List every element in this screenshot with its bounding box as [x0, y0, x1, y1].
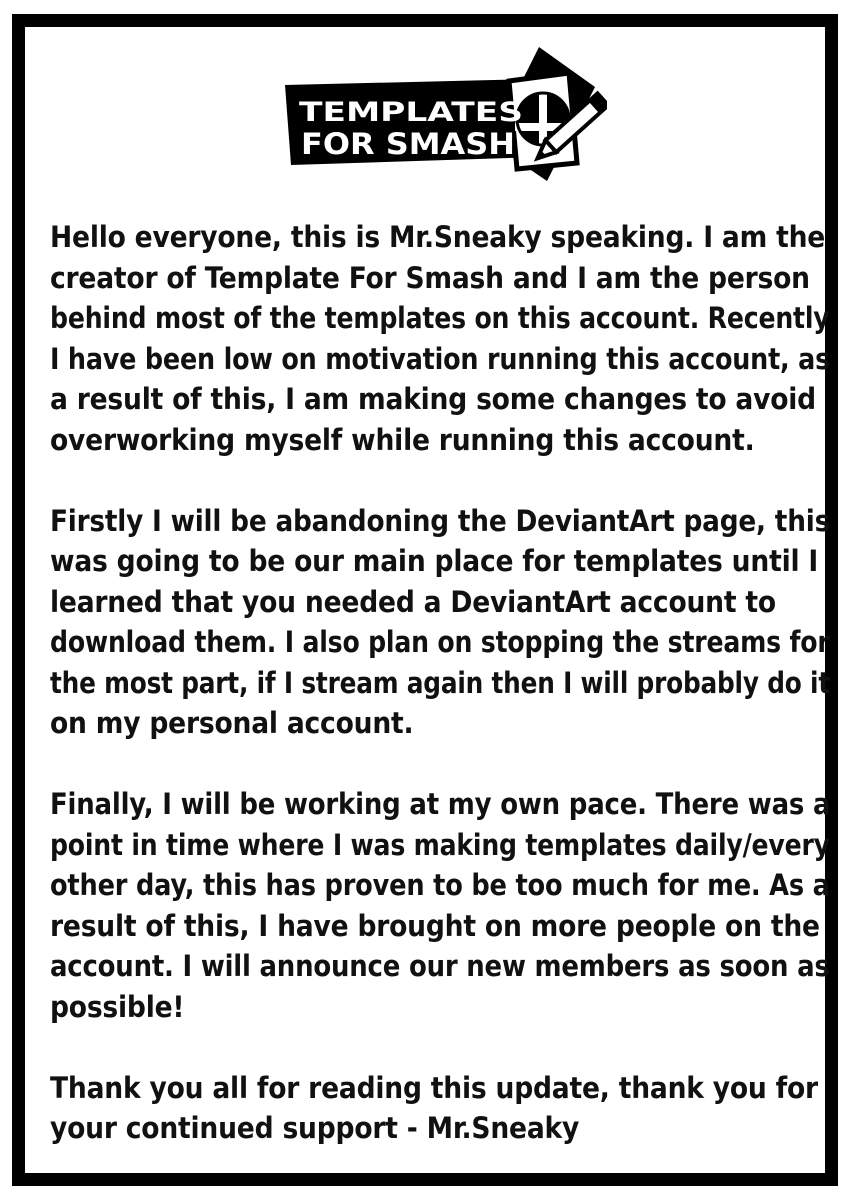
text-line: other day, this has proven to be too much for me. As a	[50, 868, 830, 902]
logo-text-line2: FOR SMASH	[301, 127, 515, 161]
text-line: account. I will announce our new members as soon as	[50, 949, 830, 983]
logo-text-line1: TEMPLATES	[299, 97, 523, 128]
page-frame	[12, 14, 838, 1186]
paragraph-intro	[50, 217, 830, 460]
text-line: Firstly I will be abandoning the DeviantArt page, this	[50, 503, 831, 538]
text-line: possible!	[50, 989, 185, 1024]
paragraph-finally	[50, 784, 830, 1027]
text-line: result of this, I have brought on more people on the	[50, 908, 820, 943]
text-line: overworking myself while running this account.	[50, 422, 755, 457]
text-line: Thank you all for reading this update, thank you for	[50, 1070, 818, 1105]
text-line: creator of Template For Smash and I am the person	[50, 260, 810, 295]
text-line: the most part, if I stream again then I will probably do it	[50, 665, 830, 700]
text-line: Finally, I will be working at my own pace. There was a	[50, 787, 831, 821]
paragraph-thanks	[50, 1068, 830, 1149]
text-line: behind most of the templates on this account. Recently	[50, 301, 830, 335]
text-line: I have been low on motivation running this account, as	[50, 341, 831, 376]
text-line: was going to be our main place for templates until I	[50, 544, 819, 578]
text-line: on my personal account.	[50, 706, 414, 740]
text-line: your continued support - Mr.Sneaky	[50, 1111, 580, 1145]
text-line: download them. I also plan on stopping the streams for	[50, 625, 830, 659]
templates-for-smash-logo	[277, 47, 607, 197]
text-line: Hello everyone, this is Mr.Sneaky speaking. I am the	[50, 220, 826, 254]
logo-graphic	[277, 47, 607, 197]
text-line: learned that you needed a DeviantArt account to	[50, 584, 776, 619]
text-line: point in time where I was making templates daily/every	[50, 827, 830, 862]
text-line: a result of this, I am making some changes to avoid	[50, 382, 816, 416]
paragraph-firstly	[50, 501, 830, 744]
announcement-body	[50, 217, 830, 1189]
